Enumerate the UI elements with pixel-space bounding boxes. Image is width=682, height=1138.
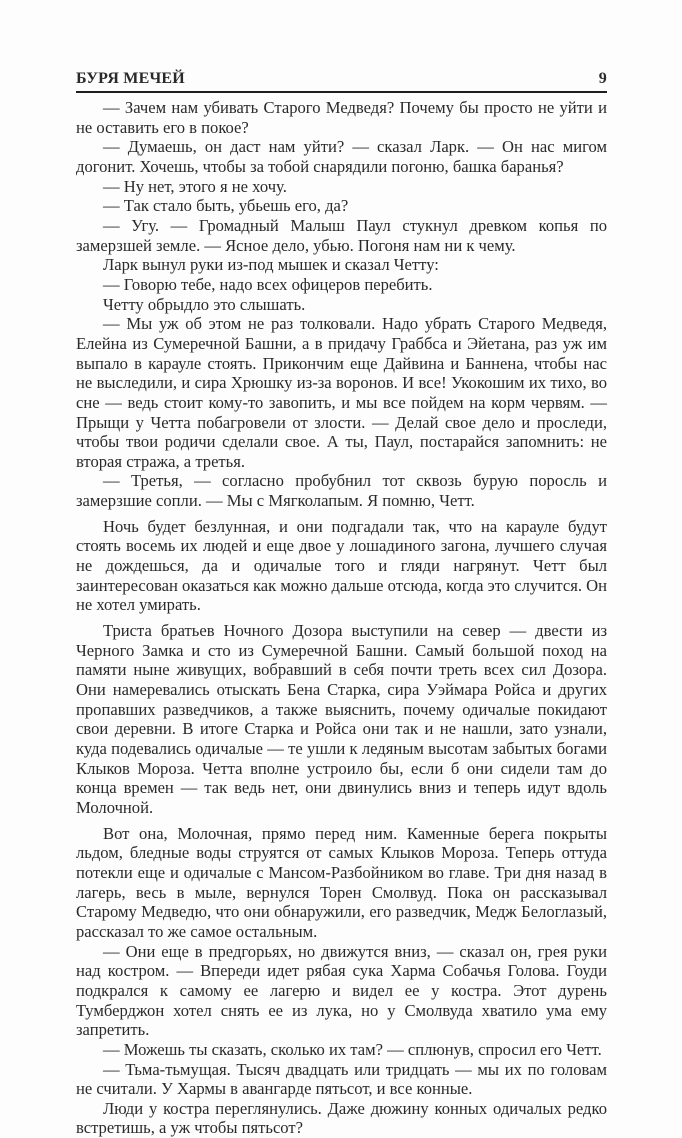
running-header <box>76 70 607 93</box>
page-number: 9 <box>598 70 607 87</box>
paragraph: Люди у костра переглянулись. Даже дюжину конных одичалых редко встретишь, а уж чтобы пятьсот? <box>76 1098 607 1138</box>
paragraph: — Тьма-тьмущая. Тысяч двадцать или тридцать — мы их по головам не считали. У Хармы в авангарде пятьсот, и все конные. <box>76 1059 607 1099</box>
paragraph: Ночь будет безлунная, и они подгадали так, что на карауле будут стоять восемь их людей и еще двое у лошадиного загона, лучшего случая не дождешься, да и одичалые того и гляди нагрянут. Четт был заинтересован оказаться как можно дальше отсюда, когда это случится. Он не хотел умирать. <box>76 516 608 615</box>
paragraph: — Мы уж об этом не раз толковали. Надо убрать Старого Медведя, Елейна из Сумеречной Башни, а в придачу Граббса и Эйетана, раз уж им выпало в карауле стоять. Прикончим еще Дайвина и Баннена, чтобы нас не выследили, и сира Хрюшку из-за воронов. И все! Укокошим их тихо, во сне — ведь стоит кому-то завопить, и мы все пойдем на корм червям. — Прыщи у Четта побагровели от злости. — Делай свое дело и проследи, чтобы твои родичи сделали свое. А ты, Паул, постарайся запомнить: не вторая стража, а третья. <box>76 314 607 471</box>
paragraph: Ларк вынул руки из-под мышек и сказал Четту: <box>103 255 439 275</box>
paragraph: — Говорю тебе, надо всех офицеров перебить. <box>103 274 433 294</box>
paragraph: Триста братьев Ночного Дозора выступили на север — двести из Черного Замка и сто из Сумеречной Башни. Самый большой поход на памяти ныне живущих, вобравший в себя почти треть всех сил Дозора. Они намеревались отыскать Бена Старка, сира Уэймара Ройса и других пропавших разведчиков, а также выяснить, почему одичалые покидают свои деревни. В итоге Старка и Ройса они так и не нашли, зато узнали, куда подевались одичалые — те ушли к ледяным высотам забытых богами Клыков Мороза. Четта вполне устроило бы, если б они сидели там до конца времен — так ведь нет, они двинулись вниз и теперь идут вдоль Молочной. <box>76 621 607 817</box>
paragraph: — Ну нет, этого я не хочу. <box>103 176 287 196</box>
paragraph: — Можешь ты сказать, сколько их там? — сплюнув, спросил его Четт. <box>103 1039 602 1059</box>
paragraph: — Думаешь, он даст нам уйти? — сказал Ларк. — Он нас мигом догонит. Хочешь, чтобы за тобой снарядили погоню, башка баранья? <box>76 137 607 176</box>
body-text <box>76 98 607 1138</box>
book-page <box>76 70 607 1138</box>
paragraph: — Угу. — Громадный Малыш Паул стукнул древком копья по замерзшей земле. — Ясное дело, убью. Погоня нам ни к чему. <box>76 215 607 255</box>
book-title: БУРЯ МЕЧЕЙ <box>76 70 185 87</box>
paragraph: — Так стало быть, убьешь его, да? <box>103 196 349 216</box>
paragraph: — Третья, — согласно пробубнил тот сквозь бурую поросль и замерзшие сопли. — Мы с Мягколапым. Я помню, Четт. <box>76 471 607 511</box>
paragraph: Вот она, Молочная, прямо перед ним. Каменные берега покрыты льдом, бледные воды струятся от самых Клыков Мороза. Теперь оттуда потекли еще и одичалые с Мансом-Разбойником во главе. Три дня назад в лагерь, весь в мыле, вернулся Торен Смолвуд. Пока он рассказывал Старому Медведю, что они обнаружили, его разведчик, Медж Белоглазый, рассказал то же самое остальным. <box>76 823 607 941</box>
paragraph: Четту обрыдло это слышать. <box>103 294 306 314</box>
paragraph: — Зачем нам убивать Старого Медведя? Почему бы просто не уйти и не оставить его в покое? <box>76 98 607 137</box>
paragraph: — Они еще в предгорьях, но движутся вниз, — сказал он, грея руки над костром. — Впереди идет рябая сука Харма Собачья Голова. Гоуди подкрался к самому ее лагерю и видел ее у костра. Этот дурень Тумберджон хотел снять ее из лука, но у Смолвуда хватило ума ему запретить. <box>76 941 607 1040</box>
